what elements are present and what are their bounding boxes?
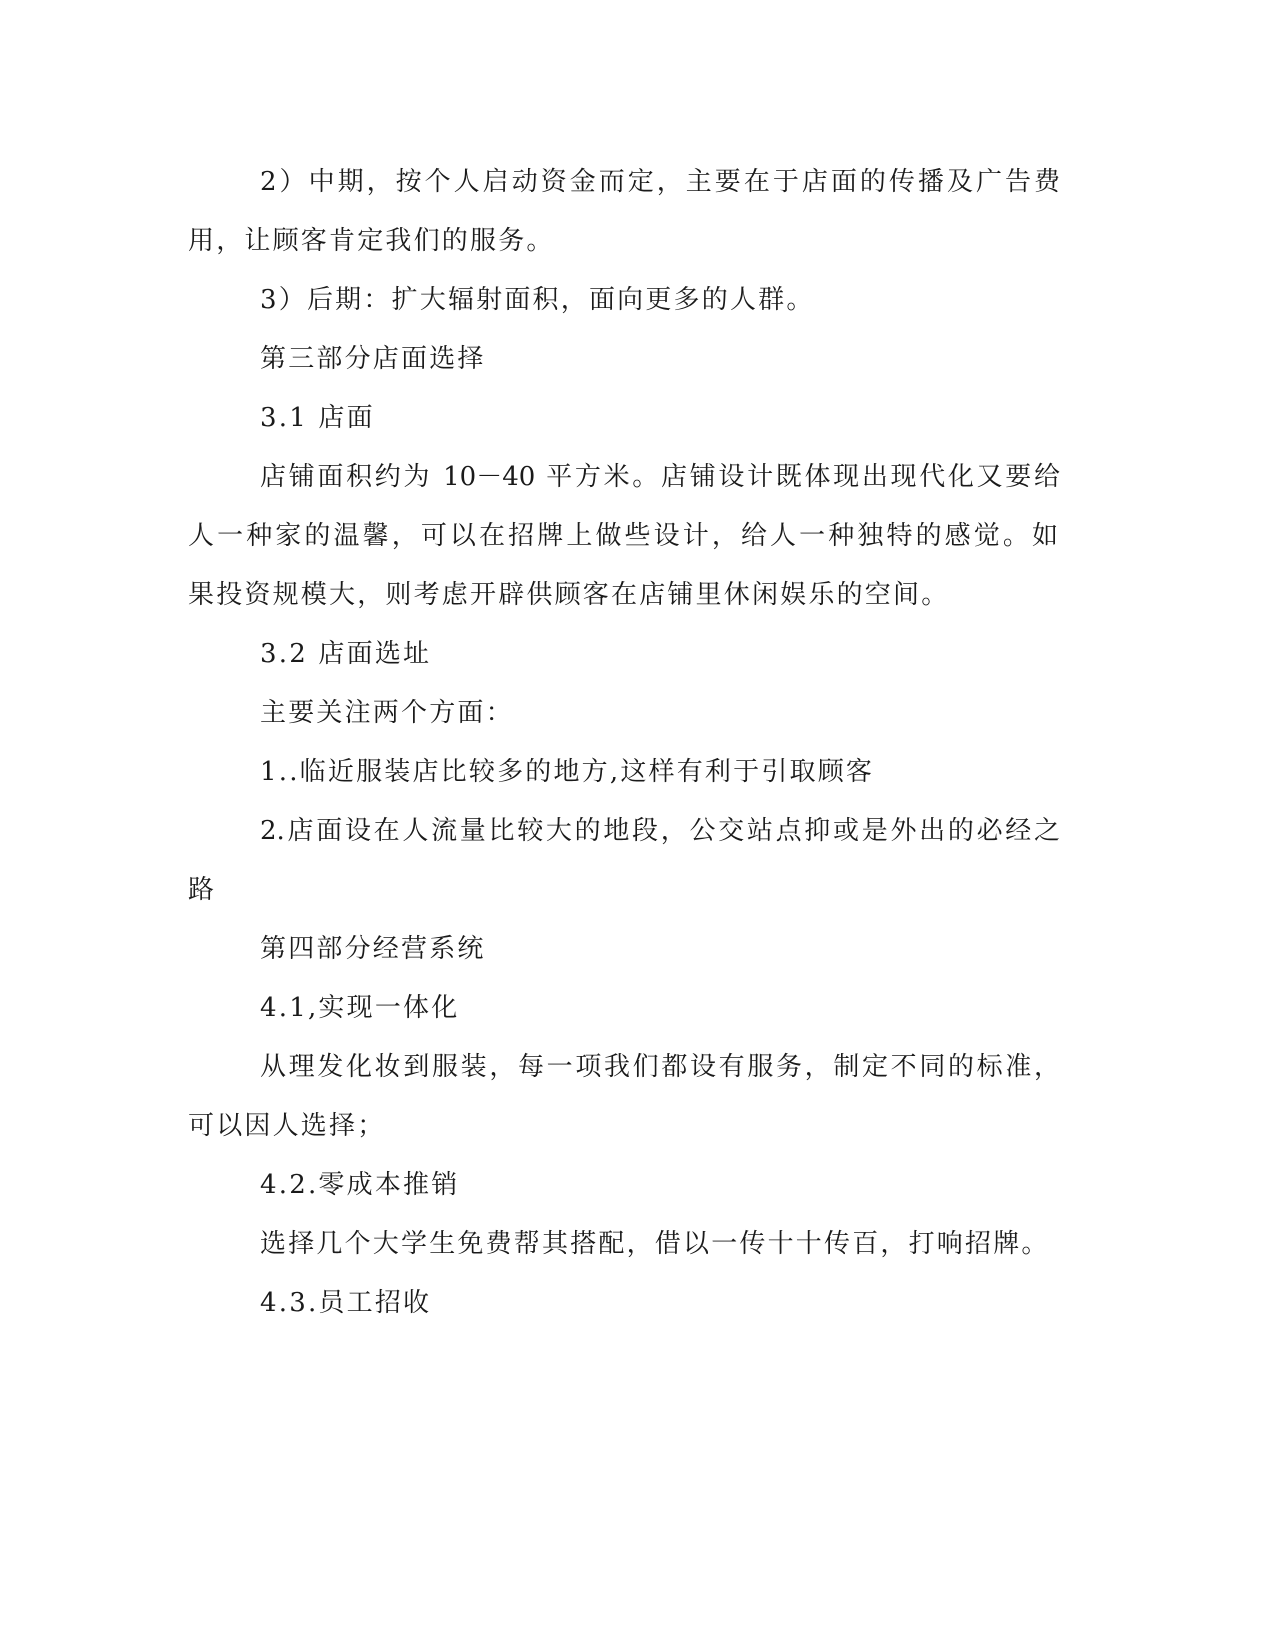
subsection-heading: 3.1 店面: [260, 403, 375, 433]
list-item: 2.店面设在人流量比较大的地段，公交站点抑或是外出的必经之: [260, 816, 1060, 846]
paragraph-line: 2）中期，按个人启动资金而定，主要在于店面的传播及广告费: [260, 167, 1060, 197]
subsection-heading: 3.2 店面选址: [260, 639, 432, 669]
paragraph-line: 果投资规模大，则考虑开辟供顾客在店铺里休闲娱乐的空间。: [188, 580, 950, 610]
paragraph-line: 3）后期：扩大辐射面积，面向更多的人群。: [260, 285, 815, 315]
section-heading: 第四部分经营系统: [260, 934, 486, 964]
subsection-heading: 4.2.零成本推销: [260, 1170, 460, 1200]
paragraph-line: 用，让顾客肯定我们的服务。: [188, 226, 555, 256]
subsection-heading: 4.1,实现一体化: [260, 993, 460, 1023]
paragraph-line: 主要关注两个方面：: [260, 698, 514, 728]
paragraph-line: 选择几个大学生免费帮其搭配，借以一传十十传百，打响招牌。: [260, 1229, 1050, 1259]
subsection-heading: 4.3.员工招收: [260, 1288, 432, 1318]
paragraph-line: 可以因人选择；: [188, 1111, 386, 1141]
paragraph-line: 从理发化妆到服装，每一项我们都设有服务，制定不同的标准，: [260, 1052, 1060, 1082]
list-item: 1..临近服装店比较多的地方,这样有利于引取顾客: [260, 757, 875, 787]
section-heading: 第三部分店面选择: [260, 344, 486, 374]
paragraph-line: 店铺面积约为 10－40 平方米。店铺设计既体现出现代化又要给: [260, 462, 1060, 492]
list-item-continuation: 路: [188, 875, 217, 905]
paragraph-line: 人一种家的温馨，可以在招牌上做些设计，给人一种独特的感觉。如: [188, 521, 1058, 551]
